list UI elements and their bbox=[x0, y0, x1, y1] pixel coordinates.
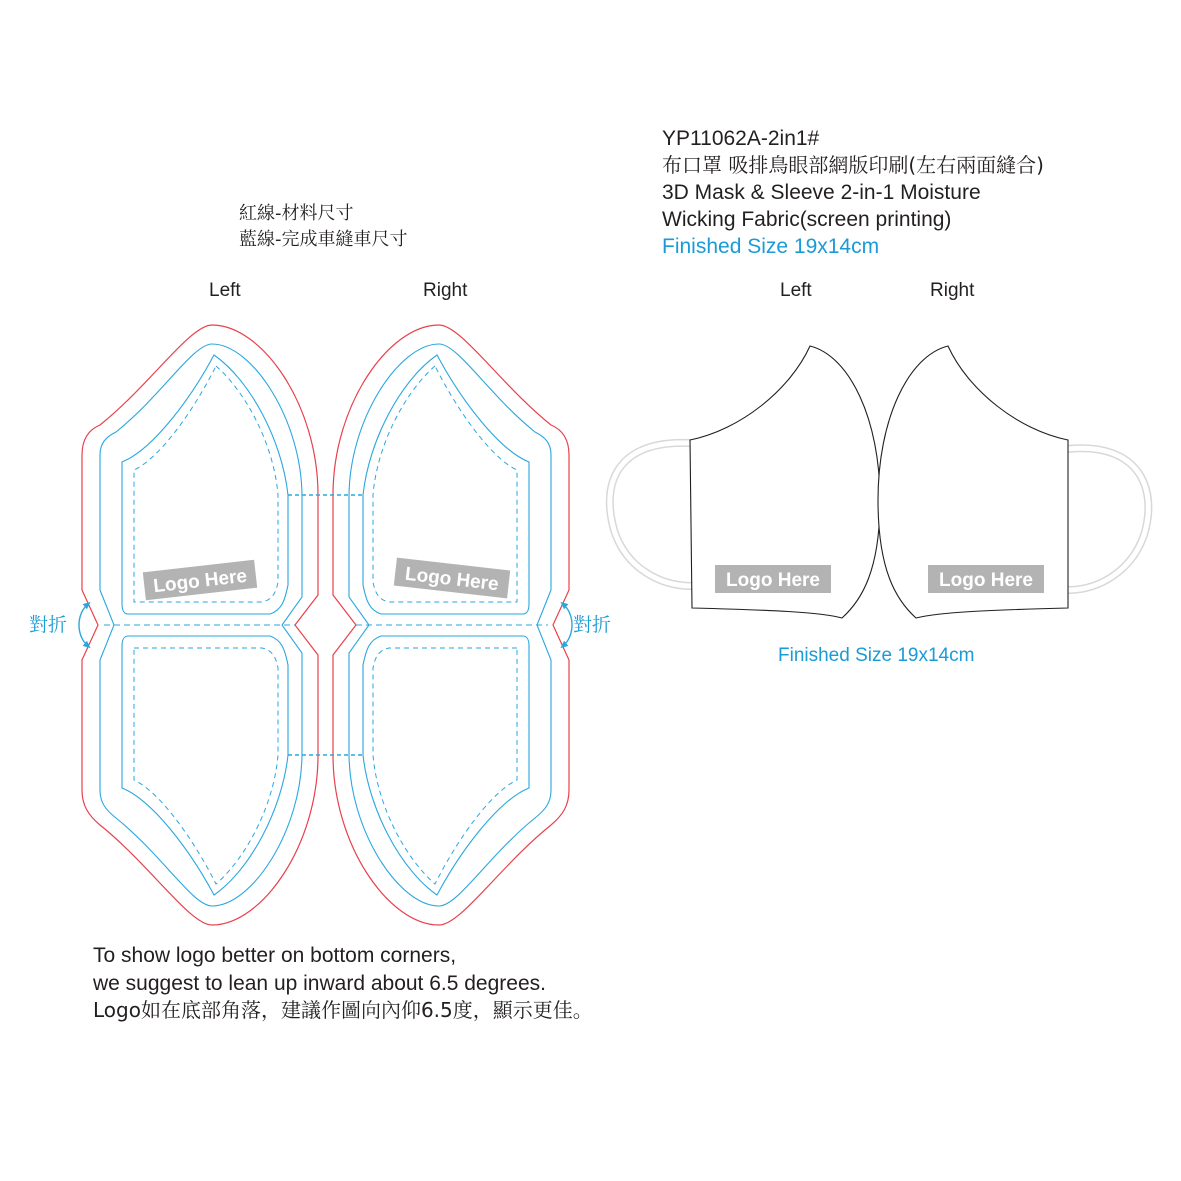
pattern-logo-right bbox=[394, 558, 510, 599]
product-code: YP11062A-2in1# bbox=[662, 127, 820, 150]
product-name-zh: 布口罩 吸排鳥眼部網版印刷(左右兩面縫合) bbox=[662, 153, 1044, 177]
fold-arrow-right bbox=[563, 604, 572, 646]
product-finished-size: Finished Size 19x14cm bbox=[662, 235, 880, 258]
finished-right-label: Right bbox=[930, 280, 975, 301]
right-bottom-panel-inner bbox=[363, 636, 529, 895]
finished-logo-left bbox=[715, 565, 831, 593]
product-name-en-line1: 3D Mask & Sleeve 2-in-1 Moisture bbox=[662, 181, 981, 204]
note-line-3: Logo如在底部角落，建議作圖向內仰6.5度，顯示更佳。 bbox=[93, 998, 593, 1022]
svg-text:Logo Here: Logo Here bbox=[939, 570, 1033, 591]
product-name-en-line2: Wicking Fabric(screen printing) bbox=[662, 208, 952, 231]
legend-red-line: 紅線-材料尺寸 bbox=[239, 203, 354, 224]
pattern-right-label: Right bbox=[423, 280, 468, 301]
note-line-1: To show logo better on bottom corners, bbox=[93, 944, 457, 967]
left-bottom-panel-inner bbox=[122, 636, 288, 895]
pattern-left-label: Left bbox=[209, 280, 241, 301]
left-sew-line-outer bbox=[100, 344, 302, 906]
fold-label-left: 對折 bbox=[29, 614, 68, 636]
finished-mask bbox=[610, 346, 1149, 618]
svg-text:Logo Here: Logo Here bbox=[726, 570, 820, 591]
pattern-logo-left bbox=[143, 560, 257, 600]
note-line-2: we suggest to lean up inward about 6.5 degrees. bbox=[93, 972, 546, 995]
right-bottom-panel-dashed bbox=[373, 648, 517, 884]
legend-blue-line: 藍線-完成車縫車尺寸 bbox=[239, 229, 408, 250]
left-bottom-panel-dashed bbox=[134, 648, 278, 884]
finished-logo-right bbox=[928, 565, 1044, 593]
fold-arrow-left bbox=[79, 604, 88, 646]
fold-label-right: 對折 bbox=[573, 614, 612, 636]
finished-left-label: Left bbox=[780, 280, 812, 301]
svg-text:Logo Here: Logo Here bbox=[152, 565, 249, 598]
finished-caption: Finished Size 19x14cm bbox=[778, 645, 975, 666]
svg-text:Logo Here: Logo Here bbox=[403, 563, 500, 596]
